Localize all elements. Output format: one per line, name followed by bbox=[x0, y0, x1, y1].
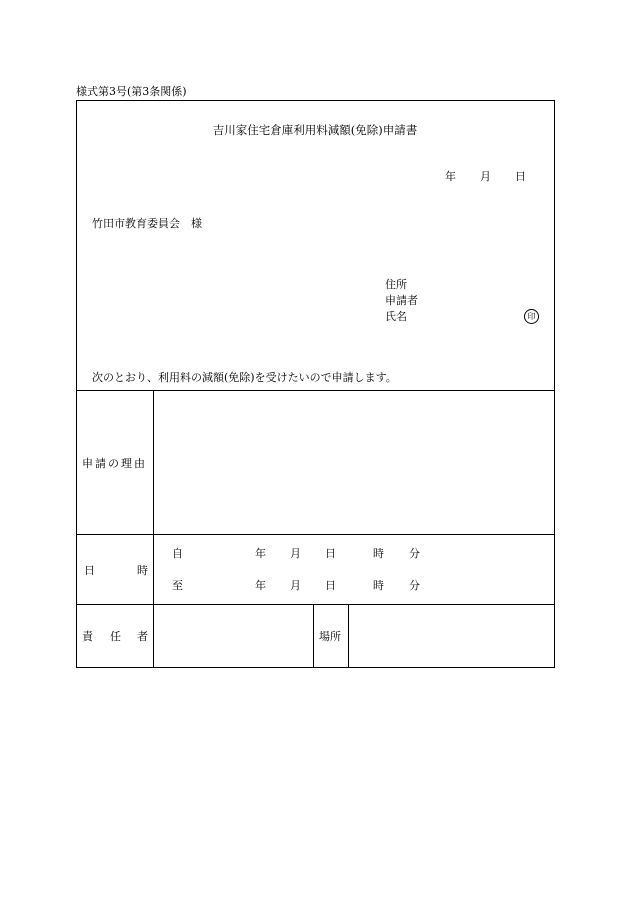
date-year-label: 年 bbox=[445, 170, 456, 183]
responsible-label-char: 者 bbox=[137, 630, 148, 643]
to-hour: 時 bbox=[373, 579, 384, 592]
from-hour: 時 bbox=[373, 547, 384, 560]
reason-label: 申請の理由 bbox=[82, 457, 147, 470]
responsible-field[interactable] bbox=[154, 605, 312, 667]
from-year: 年 bbox=[255, 547, 266, 560]
application-statement: 次のとおり、利用料の減額(免除)を受けたいので申請します。 bbox=[92, 371, 397, 384]
datetime-label-left: 日 bbox=[84, 564, 95, 577]
to-year: 年 bbox=[255, 579, 266, 592]
from-day: 日 bbox=[325, 547, 336, 560]
date-month-label: 月 bbox=[480, 170, 491, 183]
to-month: 月 bbox=[290, 579, 301, 592]
to-prefix: 至 bbox=[172, 579, 183, 592]
divider-datetime-top bbox=[76, 534, 555, 535]
applicant-label: 申請者 bbox=[385, 294, 418, 307]
seal-mark: 印 bbox=[524, 309, 539, 324]
from-prefix: 自 bbox=[172, 547, 183, 560]
form-frame bbox=[76, 100, 555, 668]
to-day: 日 bbox=[325, 579, 336, 592]
place-label: 場所 bbox=[319, 630, 341, 643]
addressee: 竹田市教育委員会 様 bbox=[92, 217, 202, 230]
to-minute: 分 bbox=[409, 579, 420, 592]
from-minute: 分 bbox=[409, 547, 420, 560]
address-label: 住所 bbox=[385, 278, 407, 291]
form-number: 様式第3号(第3条関係) bbox=[76, 85, 187, 98]
divider-place-left bbox=[313, 604, 314, 668]
name-label: 氏名 bbox=[385, 310, 407, 323]
date-day-label: 日 bbox=[515, 170, 526, 183]
responsible-label-char: 任 bbox=[110, 630, 121, 643]
reason-field[interactable] bbox=[154, 391, 554, 533]
form-title: 吉川家住宅倉庫利用料減額(免除)申請書 bbox=[212, 123, 418, 137]
place-field[interactable] bbox=[349, 605, 554, 667]
datetime-label-right: 時 bbox=[137, 564, 148, 577]
from-month: 月 bbox=[290, 547, 301, 560]
responsible-label-char: 責 bbox=[82, 630, 93, 643]
